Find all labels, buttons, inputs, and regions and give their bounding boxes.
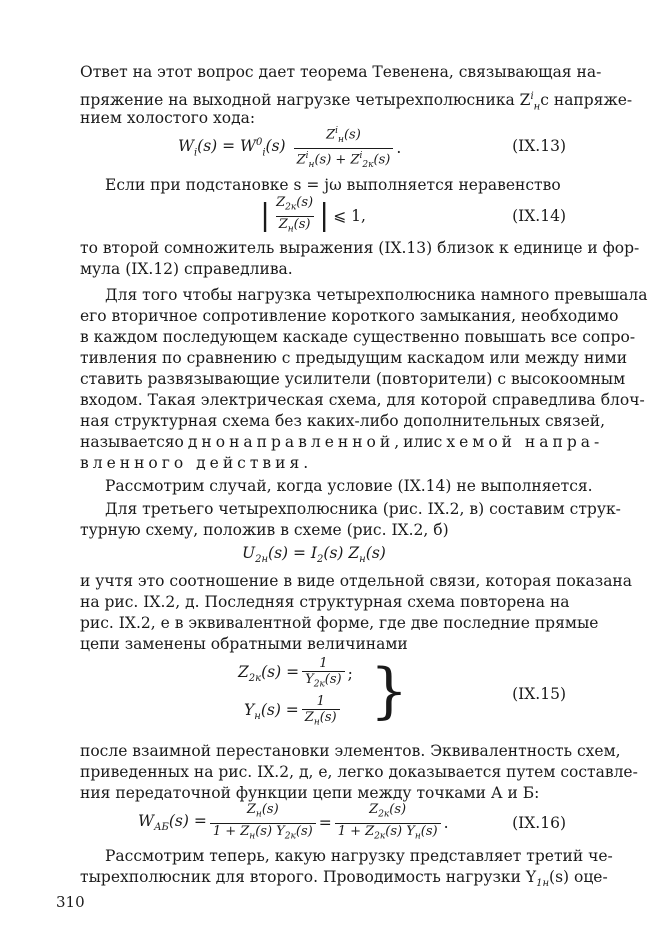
text-line: то второй сомножитель выражения (IX.13) близок к единице и фор- xyxy=(80,239,640,257)
text-line: приведенных на рис. IX.2, д, е, легко доказывается путем составле- xyxy=(80,763,638,781)
page-number: 310 xyxy=(56,893,85,911)
text-line: турную схему, положив в схеме (рис. IX.2, б) xyxy=(80,521,449,539)
text-line: нием холостого хода: xyxy=(80,109,256,127)
equation-u2n: $U_{2н}(s) = I_2(s)$ $Z_н(s)$ xyxy=(242,544,386,566)
text-line: пряжение на выходной нагрузке четырехполюсника $Z^i_нс$ напряже- xyxy=(80,91,633,113)
text-line: Для третьего четырехполюсника (рис. IX.2, в) составим струк- xyxy=(105,500,621,518)
text-line: рис. IX.2, е в эквивалентной форме, где две последние прямые xyxy=(80,614,599,632)
text-line: Ответ на этот вопрос дает теорема Тевенена, связывающая на- xyxy=(80,63,602,81)
text-line: Для того чтобы нагрузка четырехполюсника намного превышала xyxy=(105,286,648,304)
equation-ix16: $W_{АБ}(s)$ = $\frac{Z_н(s)}{1 + Z_н(s) Y_{2к}(s)}$ = $\frac{Z_{2к}(s)}{1 + Z_{2к}(s) Y_н(s)}$ . (IX.16) xyxy=(80,803,566,843)
text-line: его вторичное сопротивление короткого замыкания, необходимо xyxy=(80,307,619,325)
text-line: вленного действия. xyxy=(80,454,313,472)
equation-ix14: | $\frac{Z_{2к}(s)}{Z_н(s)}$ | ⩽ 1, (IX.14) xyxy=(80,196,566,236)
text-line: мула (IX.12) справедлива. xyxy=(80,260,293,278)
text-line: называется однонаправленной, или схемой напра- xyxy=(80,433,604,451)
text-line: ная структурная схема без каких-либо дополнительных связей, xyxy=(80,412,606,430)
text-line: тырехполюсник для второго. Проводимость нагрузки $Y_{1н}(s)$ оце- xyxy=(80,868,608,890)
equation-ix15: $Z_{2к}(s)$ = $\frac{1}{Y_{2к}(s)}$ ; $Y_н(s)$ = $\frac{1}{Z_н(s)}$ } (IX.15) xyxy=(80,655,566,733)
text-line: ния передаточной функции цепи между точками А и Б: xyxy=(80,784,540,802)
text-line: Если при подстановке s = jω выполняется неравенство xyxy=(105,176,561,194)
text-line: после взаимной перестановки элементов. Эквивалентность схем, xyxy=(80,742,621,760)
text-line: цепи заменены обратными величинами xyxy=(80,635,408,653)
text-line: и учтя это соотношение в виде отдельной связи, которая показана xyxy=(80,572,633,590)
text-line: в каждом последующем каскаде существенно повышать все сопро- xyxy=(80,328,636,346)
text-line: на рис. IX.2, д. Последняя структурная схема повторена на xyxy=(80,593,570,611)
text-line: ставить развязывающие усилители (повторители) с высокоомным xyxy=(80,370,626,388)
equation-ix13: $W_i(s) = W^0_i(s)$ $\frac{Z^i_н(s)}{Z^i_н(s) + Z^i_{2к}(s)}$ . (IX.13) xyxy=(80,126,566,166)
text-line: Рассмотрим теперь, какую нагрузку представляет третий че- xyxy=(105,847,613,865)
text-line: входом. Такая электрическая схема, для которой справедлива блоч- xyxy=(80,391,645,409)
text-line: Рассмотрим случай, когда условие (IX.14) не выполняется. xyxy=(105,477,593,495)
text-line: тивления по сравнению с предыдущим каскадом или между ними xyxy=(80,349,628,367)
